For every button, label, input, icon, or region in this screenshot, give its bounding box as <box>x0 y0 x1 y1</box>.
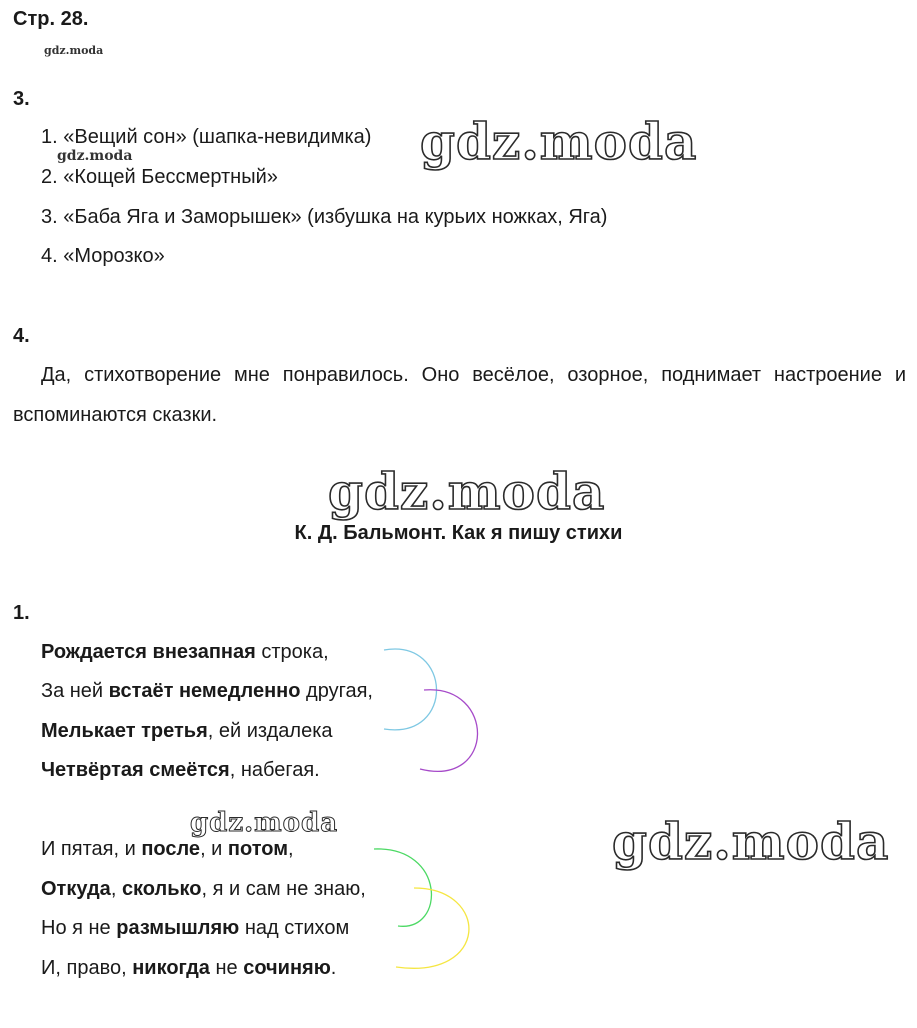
task-4-number: 4. <box>13 325 30 347</box>
watermark-large: gdz.moda <box>612 812 890 871</box>
watermark-medium: gdz.moda <box>190 808 339 838</box>
page-number: Стр. 28. <box>13 8 89 30</box>
rhyme-arc-d <box>396 888 469 968</box>
section-title: К. Д. Бальмонт. Как я пишу стихи <box>294 522 623 544</box>
poem-line <box>41 759 320 782</box>
rhyme-arc-c <box>374 849 431 926</box>
watermark-small: gdz.moda <box>44 44 104 57</box>
poem-text: не <box>209 957 244 979</box>
keyword: размышляю <box>116 917 240 939</box>
list-item: 1. «Вещий сон» (шапка-невидимка) <box>41 126 372 148</box>
poem-line <box>41 878 366 901</box>
task-3-number: 3. <box>13 88 30 110</box>
poem-text: другая, <box>300 680 373 702</box>
task-4-answer: Да, стихотворение мне понравилось. Оно весёлое, озорное, поднимает настроение и вспоминаются сказки. <box>13 364 906 426</box>
poem-line <box>41 720 333 743</box>
watermark-large: gdz.moda <box>420 112 698 171</box>
keyword: Откуда <box>41 878 111 900</box>
keyword: сочиняю <box>243 957 331 979</box>
keyword: потом <box>227 838 288 860</box>
list-item: 2. «Кощей Бессмертный» <box>41 166 278 188</box>
rhyme-arc-b <box>420 690 478 772</box>
poem-text: . <box>330 957 337 979</box>
keyword: Мелькает третья <box>41 720 208 742</box>
keyword: сколько <box>121 878 202 900</box>
rhyme-arc-a <box>384 649 437 730</box>
watermark-small: gdz.moda <box>57 148 133 164</box>
poem-text: , ей издалека <box>207 720 333 742</box>
poem-text: над стихом <box>239 917 350 939</box>
keyword: никогда <box>132 957 210 979</box>
poem-text: , и <box>200 838 228 860</box>
poem-line <box>41 957 336 980</box>
poem-text: И пятая, и <box>41 838 142 860</box>
poem-text: , <box>110 878 122 900</box>
keyword: после <box>141 838 201 860</box>
poem-text: , я и сам не знаю, <box>201 878 366 900</box>
poem-text: Но я не <box>41 917 117 939</box>
keyword: Четвёртая смеётся <box>41 759 230 781</box>
poem-text: , набегая. <box>229 759 320 781</box>
task-1-number: 1. <box>13 602 30 624</box>
poem-line <box>41 680 373 703</box>
keyword: встаёт немедленно <box>108 680 301 702</box>
list-item: 4. «Морозко» <box>41 245 165 267</box>
poem-line <box>41 838 294 861</box>
poem-text: строка, <box>255 641 329 663</box>
poem-text: За ней <box>41 680 109 702</box>
poem-line <box>41 917 349 940</box>
keyword: Рождается внезапная <box>41 641 256 663</box>
poem-line <box>41 641 329 664</box>
watermark-large: gdz.moda <box>328 462 606 521</box>
list-item: 3. «Баба Яга и Заморышек» (избушка на курьих ножках, Яга) <box>41 206 608 228</box>
poem-text: И, право, <box>41 957 133 979</box>
poem-text: , <box>287 838 294 860</box>
